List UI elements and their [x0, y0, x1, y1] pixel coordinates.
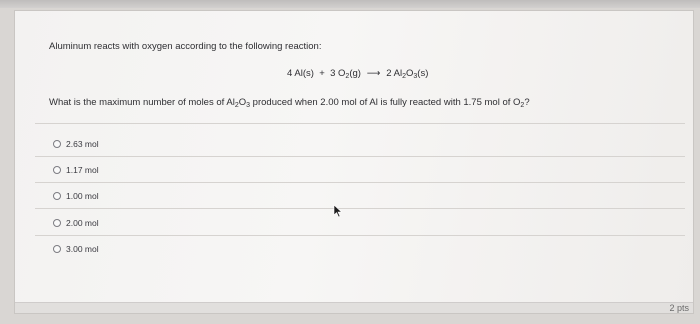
- divider: [35, 123, 685, 124]
- radio-button-icon[interactable]: [53, 192, 61, 200]
- question-prompt: What is the maximum number of moles of $Al_2O_3$ produced when 2.00 mol of Al is fully reacted with 1.75 mol of $O_2$?: [49, 97, 530, 109]
- radio-button-icon[interactable]: [53, 245, 61, 253]
- mouse-pointer-icon: [333, 204, 343, 218]
- divider: [35, 208, 685, 209]
- eq-coef-al: 4: [287, 68, 293, 79]
- radio-button-icon[interactable]: [53, 166, 61, 174]
- answer-option-label: 2.63 mol: [66, 139, 99, 149]
- eq-reactant-al: Al(s): [294, 68, 314, 79]
- question-footer: [15, 302, 693, 313]
- answer-option[interactable]: [53, 244, 99, 254]
- answer-option[interactable]: [53, 165, 99, 175]
- question-panel: [14, 10, 694, 314]
- eq-reactant-o2: $O_2(g)$: [338, 68, 361, 80]
- reaction-arrow-icon: ⟶: [366, 68, 381, 79]
- answer-option[interactable]: [53, 139, 99, 149]
- answer-option[interactable]: [53, 191, 99, 201]
- divider: [35, 156, 685, 157]
- answer-option-label: 2.00 mol: [66, 218, 99, 228]
- radio-button-icon[interactable]: [53, 219, 61, 227]
- browser-top-strip: [0, 0, 700, 8]
- answer-option-label: 1.17 mol: [66, 165, 99, 175]
- question-intro: Aluminum reacts with oxygen according to the following reaction:: [49, 41, 322, 52]
- points-label: 2 pts: [669, 303, 689, 313]
- radio-button-icon[interactable]: [53, 140, 61, 148]
- eq-product: $Al_2O_3(s)$: [393, 68, 429, 80]
- answer-option[interactable]: [53, 218, 99, 228]
- eq-plus: +: [319, 68, 325, 79]
- divider: [35, 182, 685, 183]
- answer-option-label: 1.00 mol: [66, 191, 99, 201]
- divider: [35, 235, 685, 236]
- eq-coef-product: 2: [386, 68, 392, 79]
- eq-coef-o2: 3: [330, 68, 336, 79]
- reaction-equation: [287, 68, 428, 79]
- answer-option-label: 3.00 mol: [66, 244, 99, 254]
